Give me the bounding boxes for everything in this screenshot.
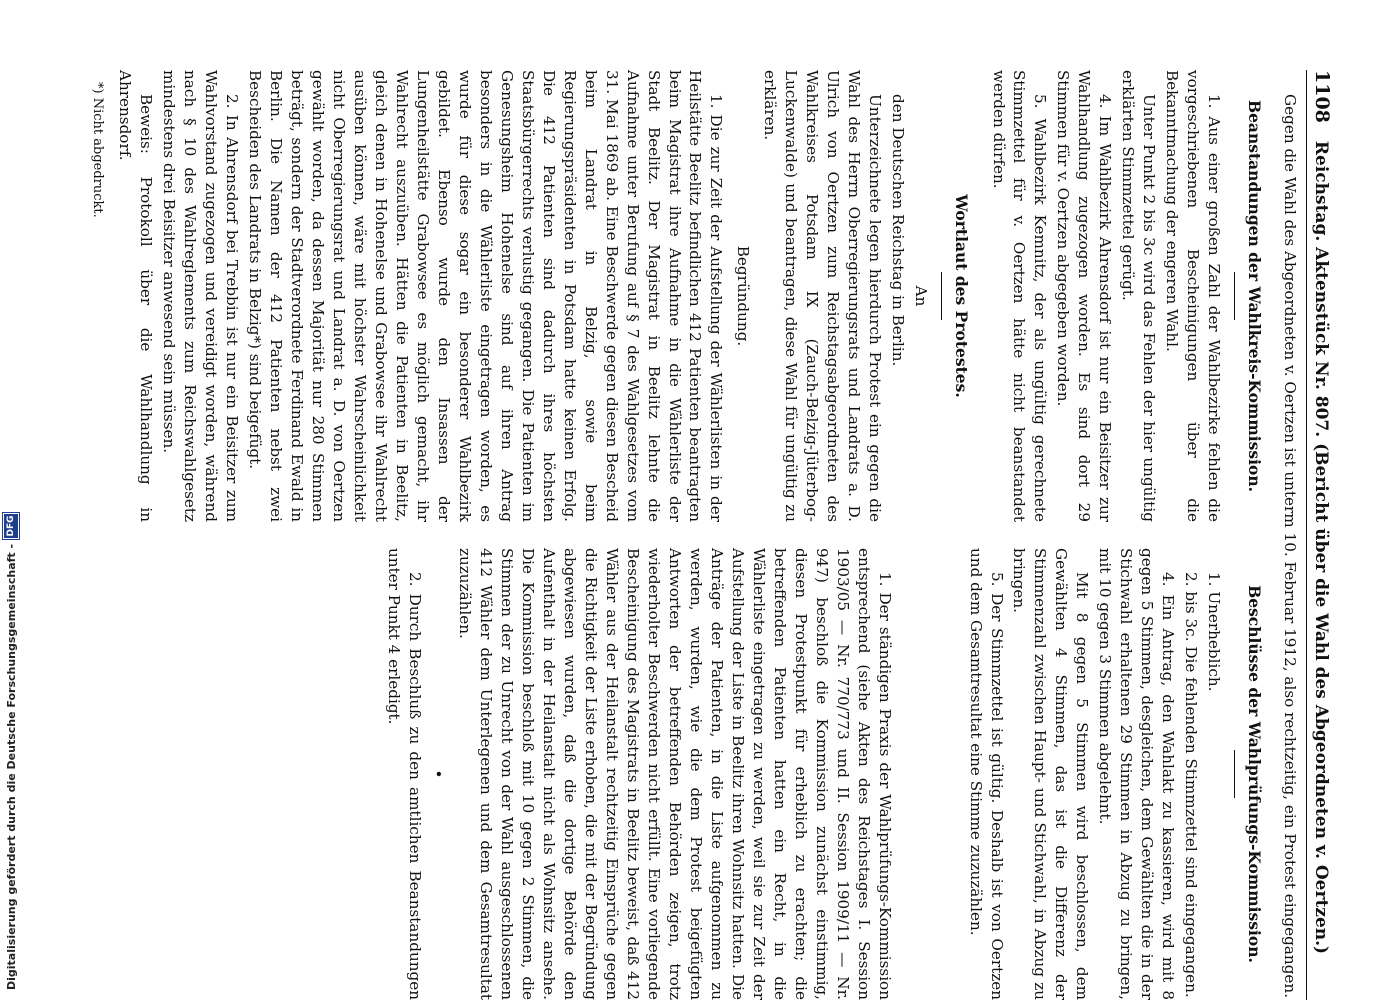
credit-text: Digitalisierung gefördert durch die Deutsche Forschungsgemeinschaft - bbox=[4, 543, 18, 990]
page-number: 1108 bbox=[1311, 70, 1333, 123]
section-title-beanstandungen: Beanstandungen der Wahlkreis-Kommission. bbox=[1244, 99, 1264, 493]
paragraph: 1. Der ständigen Praxis der Wahlprüfungs-Kommission entsprechend (siehe Akten des Reichstages I. Session 1903/05 — Nr. 770/773 und II. Session 1909/11 — Nr. 947) beschloß die Kommission zunächst einstimmig, diesen Protestpunkt für erheblich zu erachten; die betreffenden Patienten hatten ein Recht, in die Wählerliste eingetragen zu werden, weil sie zur Zeit der Aufstellung der Liste in Beelitz ihren Wohnsitz hatten. Die Anträge der Patienten, in die Liste aufgenommen zu werden, wurden, wie die dem Protest beigefügten Antworten der betreffenden Behörden zeigen, trotz wiederholter Beschwerden nicht erfüllt. Eine vorliegende Bescheinigung des Magistrats in Beelitz beweist, daß 412 Wähler aus der Heilanstalt rechtzeitig Einsprüche gegen die Richtigkeit der Liste erhoben, die mit der Begründung abgewiesen wurden, daß die dortige Behörde den Aufenthalt in der Heilanstalt nicht als Wohnsitz ansehe. Die Kommission beschloß mit 10 gegen 2 Stimmen, die Stimmen der zu Unrecht von der Wahl ausgeschlossenen 412 Wähler dem Unterlegenen und dem Gesamtresultat zuzuzählen. bbox=[456, 548, 894, 1000]
separator-dot: • bbox=[429, 769, 448, 779]
paragraph: 1. Aus einer großen Zahl der Wahlbezirke fehlen die vorgeschriebenen Bescheinigungen über die Bekanntmachung der engeren Wahl. bbox=[1163, 70, 1224, 522]
paragraph: Mit 8 gegen 5 Stimmen wird beschlossen, dem Gewählten 4 Stimmen, das ist die Differenz der Stimmenzahl zwischen Haupt- und Stichwahl, in Abzug zu bringen. bbox=[1010, 548, 1092, 1000]
divider bbox=[941, 272, 942, 320]
page-title: Reichstag. Aktenstück Nr. 807. (Bericht über die Wahl des Abgeordneten v. Oertzen.) bbox=[1311, 140, 1331, 955]
document-page bbox=[65, 70, 1335, 1000]
intro-paragraph: Gegen die Wahl des Abgeordneten v. Oertzen ist unterm 10. Februar 1912, also rechtzeitig, ein Protest eingegangen. bbox=[1280, 94, 1299, 999]
address-line: den Deutschen Reichstag in Berlin. bbox=[889, 94, 908, 367]
paragraph: 2. Durch Beschluß zu den amtlichen Beanstandungen unter Punkt 4 erledigt. bbox=[385, 548, 425, 1000]
paragraph: 1. Unerheblich. bbox=[1205, 572, 1224, 692]
dfg-logo-icon: DFG bbox=[3, 513, 19, 539]
two-column-body bbox=[88, 70, 1268, 1000]
paragraph: 4. Im Wahlbezirk Ahrensdorf ist nur ein Beisitzer zur Wahlhandlung zugezogen worden. Es sind dort 29 Stimmen für v. Oertzen abgegeben worden. bbox=[1054, 70, 1115, 522]
subheading-begruendung: Begründung. bbox=[734, 245, 753, 347]
footnote: *) Nicht abgedruckt. bbox=[90, 82, 106, 218]
left-column bbox=[88, 70, 1268, 522]
section-title-wortlaut: Wortlaut des Protestes. bbox=[951, 194, 971, 398]
page-header bbox=[1306, 70, 1335, 1000]
paragraph: 4. Ein Antrag, den Wahlakt zu kassieren, wird mit 8 gegen 5 Stimmen, desgleichen, dem Gewählten die in der Stichwahl erhaltenen 29 Stimmen in Abzug zu bringen, mit 10 gegen 3 Stimmen abgelehnt. bbox=[1096, 548, 1178, 1000]
divider bbox=[1234, 750, 1235, 798]
paragraph: Beweis: Protokoll über die Wahlhandlung in Ahrensdorf. bbox=[116, 70, 156, 522]
paragraph: Unter Punkt 2 bis 3c wird das Fehlen der hier ungültig erklärten Stimmzettel gerügt. bbox=[1119, 70, 1159, 522]
divider bbox=[1234, 272, 1235, 320]
digitization-credit bbox=[3, 513, 19, 990]
paragraph: 2. bis 3c. Die fehlenden Stimmzettel sind eingegangen. bbox=[1182, 572, 1201, 998]
paragraph: 2. In Ahrensdorf bei Trebbin ist nur ein Beisitzer zum Wahlvorstand zugezogen und vereidigt worden, während nach § 10 des Wahlreglements zum Reichswahlgesetz mindestens drei Beisitzer anwesend sein müssen. bbox=[160, 70, 242, 522]
paragraph: Unterzeichnete legen hierdurch Protest ein gegen die Wahl des Herrn Oberregierungsrats und Landrats a. D. Ulrich von Oertzen zum Reichstagsabgeordneten des Wahlkreises Potsdam IX (Zauch-Belzig-Jüterbog-Luckenwalde) und beantragen, diese Wahl für ungültig zu erklären. bbox=[761, 70, 885, 522]
right-column bbox=[88, 548, 1268, 1000]
paragraph: 5. Wahlbezirk Kemnitz, der als ungültig gerechnete Stimmzettel für v. Oertzen hätte nicht beanstandet werden dürfen. bbox=[989, 70, 1050, 522]
section-title-beschluesse: Beschlüsse der Wahlprüfungs-Kommission. bbox=[1244, 585, 1264, 963]
paragraph: 1. Die zur Zeit der Aufstellung der Wählerlisten in der Heilstätte Beelitz befindlichen 412 Patienten beantragten beim Magistrat ihre Aufnahme in die Wählerliste der Stadt Beelitz. Der Magistrat in Beelitz lehnte die Aufnahme unter Berufung auf § 7 des Wahlgesetzes vom 31. Mai 1869 ab. Eine Beschwerde gegen diesen Bescheid beim Landrat in Belzig, sowie beim Regierungspräsidenten in Potsdam hatte keinen Erfolg. Die 412 Patienten sind dadurch ihres höchsten Staatsbürgerrechts verlustig gegangen. Die Patienten im Genesungsheim Hohenelse sind auf ihren Antrag besonders in die Wählerliste eingetragen worden, es wurde für diese sogar ein besonderer Wahlbezirk gebildet. Ebenso wurde den Insassen der Lungenheilstätte Grabowsee es möglich gemacht, ihr Wahlrecht auszuüben. Hätten die Patienten in Beelitz, gleich denen in Hohenelse und Grabowsee ihr Wahlrecht ausüben können, wäre mit höchster Wahrscheinlichkeit nicht Oberregierungsrat und Landrat a. D. von Oertzen gewählt worden, da dessen Majorität nur 280 Stimmen beträgt, sondern der Stadtverordnete Ferdinand Ewald in Berlin. Die Namen der 412 Patienten nebst zwei Bescheiden des Landrats in Belzig*) sind beigefügt. bbox=[246, 70, 726, 522]
address-line: An bbox=[912, 285, 931, 307]
paragraph: 5. Der Stimmzettel ist gültig. Deshalb ist von Oertzen und dem Gesamtresultat eine Stimme zuzuzählen. bbox=[966, 548, 1006, 1000]
